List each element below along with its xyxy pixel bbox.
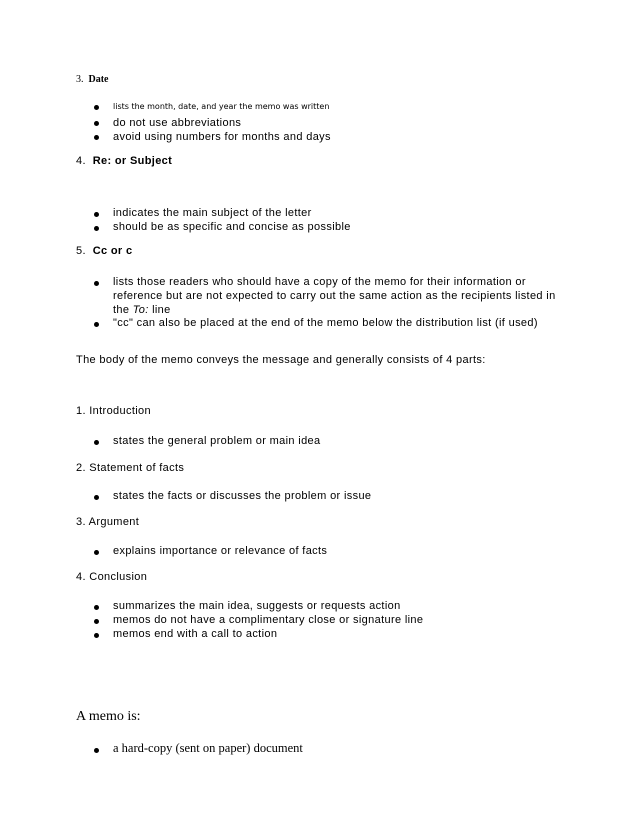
list-item-line: reference but are not expected to carry out the same action as the recipients listed in	[113, 290, 556, 302]
list-item-line	[113, 304, 171, 316]
list-item-line: lists those readers who should have a copy of the memo for their information or	[113, 276, 526, 288]
text-fragment: the	[113, 304, 133, 316]
section-3-number: 3.	[76, 74, 84, 85]
list-item: a hard-copy (sent on paper) document	[113, 741, 303, 755]
list-item: states the facts or discusses the problem or issue	[113, 490, 372, 502]
bullet-icon	[94, 135, 99, 140]
part-1-heading: 1. Introduction	[76, 405, 151, 417]
bullet-icon	[94, 121, 99, 126]
part-3-heading: 3. Argument	[76, 516, 140, 528]
emphasis-text: To:	[132, 304, 149, 316]
bullet-icon	[94, 550, 99, 555]
list-item: summarizes the main idea, suggests or requests action	[113, 600, 401, 612]
section-4-title: Re: or Subject	[92, 155, 173, 167]
bullet-icon	[94, 226, 99, 231]
bullet-icon	[94, 495, 99, 500]
text-fragment: line	[148, 304, 171, 316]
list-item: indicates the main subject of the letter	[113, 207, 312, 219]
bullet-icon	[94, 322, 99, 327]
list-item: should be as specific and concise as possible	[113, 221, 351, 233]
list-item: memos do not have a complimentary close or signature line	[113, 614, 424, 626]
memo-heading: A memo is:	[76, 709, 141, 724]
bullet-icon	[94, 605, 99, 610]
list-item: states the general problem or main idea	[113, 435, 321, 447]
part-2-heading: 2. Statement of facts	[76, 462, 185, 474]
bullet-icon	[94, 748, 99, 753]
section-4-number: 4.	[76, 155, 86, 167]
bullet-icon	[94, 212, 99, 217]
bullet-icon	[94, 633, 99, 638]
section-4-heading	[76, 155, 172, 167]
list-item: do not use abbreviations	[113, 117, 242, 129]
part-4-heading: 4. Conclusion	[76, 571, 148, 583]
list-item: memos end with a call to action	[113, 628, 278, 640]
list-item: "cc" can also be placed at the end of the memo below the distribution list (if used)	[113, 317, 538, 329]
bullet-icon	[94, 105, 99, 110]
section-3-heading	[76, 74, 109, 85]
list-item: lists the month, date, and year the memo was written	[113, 102, 330, 111]
bullet-icon	[94, 440, 99, 445]
list-item: avoid using numbers for months and days	[113, 131, 331, 143]
bullet-icon	[94, 619, 99, 624]
section-5-title: Cc or c	[92, 245, 133, 257]
body-intro: The body of the memo conveys the message and generally consists of 4 parts:	[76, 354, 486, 366]
bullet-icon	[94, 281, 99, 286]
list-item: explains importance or relevance of facts	[113, 545, 328, 557]
section-5-number: 5.	[76, 245, 86, 257]
section-5-heading	[76, 245, 132, 257]
section-3-title: Date	[88, 74, 109, 85]
